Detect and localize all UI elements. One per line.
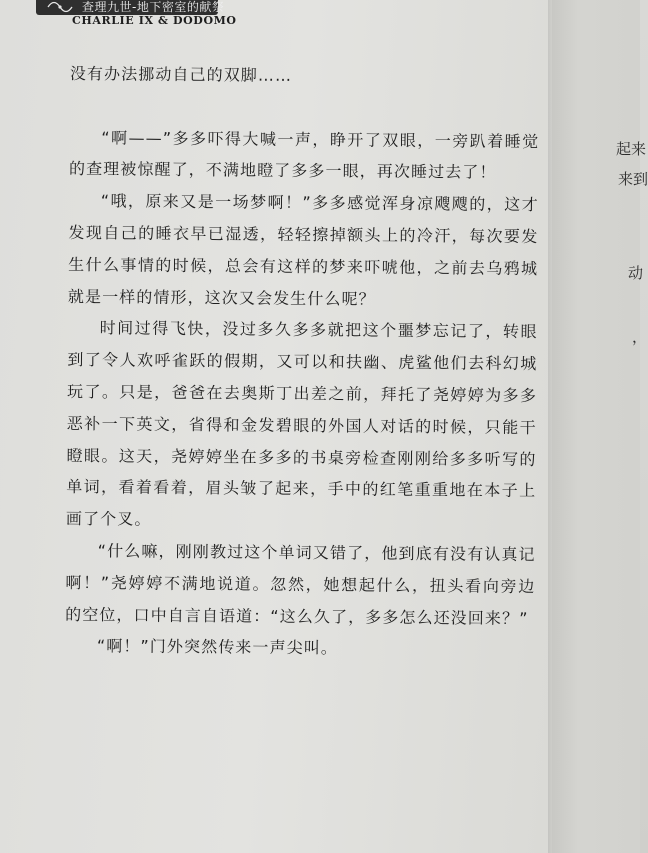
ornament-icon	[46, 1, 74, 13]
book-title: 查理九世-地下密室的献祭	[82, 0, 225, 14]
paragraph: “啊——”多多吓得大喊一声，睁开了双眼，一旁趴着睡觉的查理被惊醒了，不满地瞪了多多一眼，再次睡过去了！	[68, 127, 540, 183]
paragraph-gap	[69, 90, 539, 126]
right-page-fragment: 起来	[616, 140, 647, 158]
paragraph: “什么嘛，刚刚教过这个单词又错了，他到底有没有认真记啊！”尧婷婷不满地说道。忽然，她想起什么，扭头看向旁边的空位，口中自言自语道：“这么久了，多多怎么还没回来？”	[65, 541, 536, 628]
paragraph: 时间过得飞快，没过多久多多就把这个噩梦忘记了，转眼到了令人欢呼雀跃的假期，又可以和扶幽、虎鲨他们去科幻城玩了。只是，爸爸在去奥斯丁出差之前，拜托了尧婷婷为多多恶补一下英文，省得和金发碧眼的外国人对话的时候，只能干瞪眼。这天，尧婷婷坐在多多的书桌旁检查刚刚给多多听写的单词，看着看着，眉头皱了起来，手中的红笔重重地在本子上画了个叉。	[65, 318, 538, 529]
body-text	[65, 58, 540, 666]
paragraph: “哦，原来又是一场梦啊！”多多感觉浑身凉飕飕的，这才发现自己的睡衣早已湿透，轻轻擦掉额头上的冷汗，每次要发生什么事情的时候，总会有这样的梦来吓唬他，之前去乌鸦城就是一样的情形，这次又会发生什么呢？	[67, 191, 539, 309]
header-bar	[36, 0, 225, 15]
right-page	[552, 0, 648, 853]
right-page-fragment: 来到	[618, 170, 648, 188]
running-header	[28, 0, 237, 34]
right-page-fragment: 动	[628, 264, 644, 282]
right-page-fragment: ，	[632, 328, 648, 346]
book-subtitle: CHARLIE IX & DODOMO	[72, 14, 237, 27]
paragraph: 没有办法挪动自己的双脚……	[69, 63, 293, 85]
paragraph: “啊！”门外突然传来一声尖叫。	[96, 636, 339, 658]
